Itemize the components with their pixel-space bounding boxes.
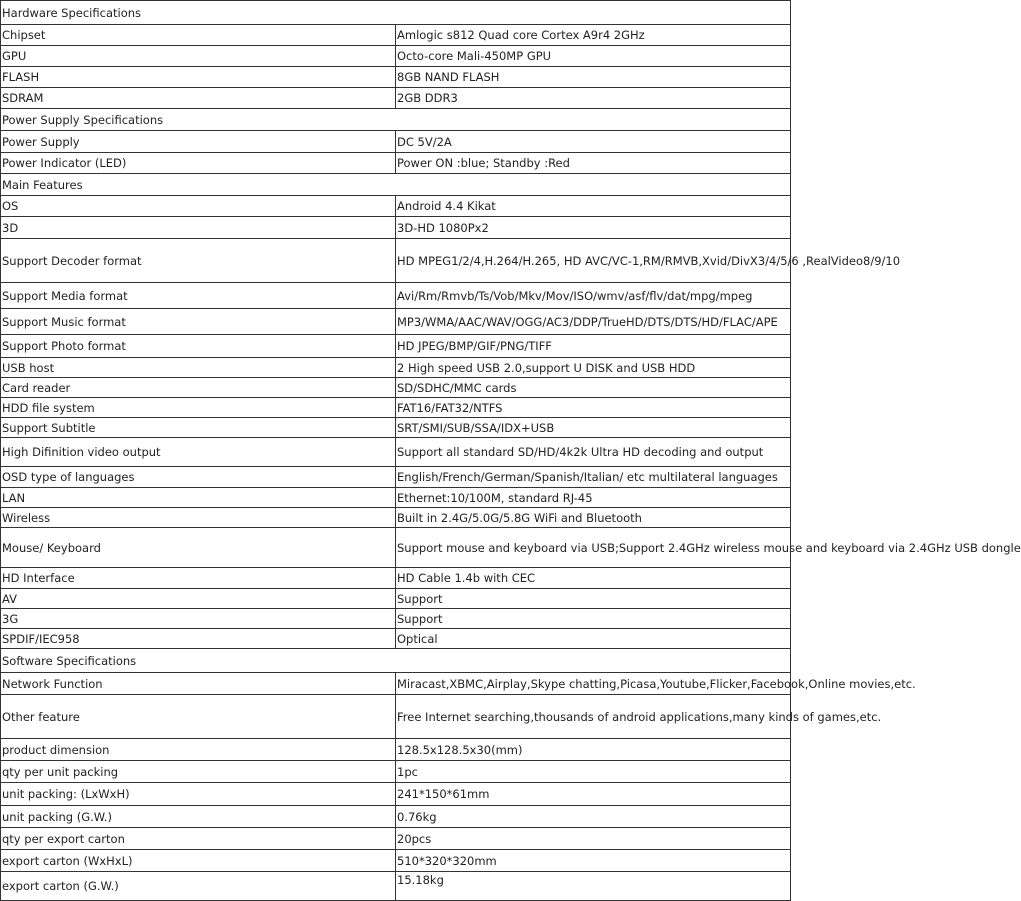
spec-value: Octo-core Mali-450MP GPU <box>396 46 791 67</box>
spec-value: Amlogic s812 Quad core Cortex A9r4 2GHz <box>396 25 791 46</box>
section-header-row <box>1 649 791 673</box>
table-row <box>1 609 791 629</box>
table-row <box>1 673 791 695</box>
spec-value: 241*150*61mm <box>396 783 791 806</box>
spec-value: DC 5V/2A <box>396 131 791 153</box>
table-row <box>1 398 791 418</box>
table-row <box>1 872 791 901</box>
spec-label: qty per export carton <box>1 828 396 850</box>
spec-label: Wireless <box>1 508 396 528</box>
spec-value: SRT/SMI/SUB/SSA/IDX+USB <box>396 418 791 438</box>
spec-label: USB host <box>1 358 396 378</box>
table-row <box>1 358 791 378</box>
table-row <box>1 217 791 239</box>
table-row <box>1 378 791 398</box>
table-row <box>1 283 791 309</box>
spec-label: 3D <box>1 217 396 239</box>
table-row <box>1 761 791 783</box>
section-title: Power Supply Specifications <box>1 109 791 131</box>
table-row <box>1 88 791 109</box>
spec-value: 20pcs <box>396 828 791 850</box>
spec-value: 128.5x128.5x30(mm) <box>396 739 791 761</box>
table-row <box>1 806 791 828</box>
spec-label: Support Subtitle <box>1 418 396 438</box>
spec-label: Chipset <box>1 25 396 46</box>
spec-value: Support <box>396 589 791 609</box>
table-row <box>1 335 791 358</box>
table-row <box>1 629 791 649</box>
table-row <box>1 783 791 806</box>
spec-value: Optical <box>396 629 791 649</box>
section-title: Software Specifications <box>1 649 791 673</box>
spec-label: Network Function <box>1 673 396 695</box>
table-row <box>1 695 791 739</box>
spec-value: HD Cable 1.4b with CEC <box>396 568 791 589</box>
spec-value: HD MPEG1/2/4,H.264/H.265, HD AVC/VC-1,RM/RMVB,Xvid/DivX3/4/5/6 ,RealVideo8/9/10 <box>396 239 791 283</box>
spec-label: OS <box>1 196 396 217</box>
section-title: Hardware Specifications <box>1 1 791 25</box>
spec-value: Free Internet searching,thousands of android applications,many kinds of games,etc. <box>396 695 791 739</box>
table-row <box>1 508 791 528</box>
spec-label: Power Supply <box>1 131 396 153</box>
spec-value: Ethernet:10/100M, standard RJ-45 <box>396 488 791 508</box>
table-row <box>1 467 791 488</box>
spec-label: High Difinition video output <box>1 438 396 467</box>
spec-value: 8GB NAND FLASH <box>396 67 791 88</box>
table-row <box>1 528 791 568</box>
spec-label: qty per unit packing <box>1 761 396 783</box>
spec-label: Power Indicator (LED) <box>1 153 396 174</box>
table-row <box>1 739 791 761</box>
spec-label: unit packing: (LxWxH) <box>1 783 396 806</box>
spec-value: Avi/Rm/Rmvb/Ts/Vob/Mkv/Mov/ISO/wmv/asf/flv/dat/mpg/mpeg <box>396 283 791 309</box>
spec-label: unit packing (G.W.) <box>1 806 396 828</box>
table-row <box>1 438 791 467</box>
section-header-row <box>1 109 791 131</box>
table-row <box>1 418 791 438</box>
spec-value: Built in 2.4G/5.0G/5.8G WiFi and Bluetooth <box>396 508 791 528</box>
section-title: Main Features <box>1 174 791 196</box>
spec-label: export carton (WxHxL) <box>1 850 396 872</box>
spec-label: product dimension <box>1 739 396 761</box>
table-row <box>1 196 791 217</box>
table-row <box>1 488 791 508</box>
spec-value: 3D-HD 1080Px2 <box>396 217 791 239</box>
table-row <box>1 46 791 67</box>
table-row <box>1 850 791 872</box>
spec-label: Card reader <box>1 378 396 398</box>
table-row <box>1 309 791 335</box>
spec-value: Support all standard SD/HD/4k2k Ultra HD decoding and output <box>396 438 791 467</box>
table-row <box>1 25 791 46</box>
spec-value: FAT16/FAT32/NTFS <box>396 398 791 418</box>
spec-value: Support mouse and keyboard via USB;Support 2.4GHz wireless mouse and keyboard via 2.4GHz USB dongle <box>396 528 791 568</box>
spec-label: GPU <box>1 46 396 67</box>
spec-label: Support Music format <box>1 309 396 335</box>
spec-label: HD Interface <box>1 568 396 589</box>
table-row <box>1 131 791 153</box>
spec-value: 0.76kg <box>396 806 791 828</box>
spec-label: SPDIF/IEC958 <box>1 629 396 649</box>
spec-value: HD JPEG/BMP/GIF/PNG/TIFF <box>396 335 791 358</box>
spec-value: 2 High speed USB 2.0,support U DISK and USB HDD <box>396 358 791 378</box>
spec-value: Android 4.4 Kikat <box>396 196 791 217</box>
spec-label: Support Photo format <box>1 335 396 358</box>
spec-value: MP3/WMA/AAC/WAV/OGG/AC3/DDP/TrueHD/DTS/DTS/HD/FLAC/APE <box>396 309 791 335</box>
spec-label: 3G <box>1 609 396 629</box>
spec-label: export carton (G.W.) <box>1 872 396 901</box>
spec-value: Miracast,XBMC,Airplay,Skype chatting,Picasa,Youtube,Flicker,Facebook,Online movies,etc. <box>396 673 791 695</box>
table-row <box>1 568 791 589</box>
table-row <box>1 239 791 283</box>
spec-value: 510*320*320mm <box>396 850 791 872</box>
table-row <box>1 153 791 174</box>
table-row <box>1 67 791 88</box>
spec-label: Support Media format <box>1 283 396 309</box>
spec-label: Support Decoder format <box>1 239 396 283</box>
spec-label: OSD type of languages <box>1 467 396 488</box>
spec-label: AV <box>1 589 396 609</box>
spec-value: Support <box>396 609 791 629</box>
spec-value: SD/SDHC/MMC cards <box>396 378 791 398</box>
table-row <box>1 589 791 609</box>
spec-value: 15.18kg <box>396 872 791 901</box>
spec-label: FLASH <box>1 67 396 88</box>
table-row <box>1 828 791 850</box>
spec-label: Other feature <box>1 695 396 739</box>
spec-label: Mouse/ Keyboard <box>1 528 396 568</box>
spec-label: SDRAM <box>1 88 396 109</box>
spec-label: HDD file system <box>1 398 396 418</box>
spec-value: 2GB DDR3 <box>396 88 791 109</box>
spec-value: 1pc <box>396 761 791 783</box>
section-header-row <box>1 174 791 196</box>
section-header-row <box>1 1 791 25</box>
spec-value: Power ON :blue; Standby :Red <box>396 153 791 174</box>
spec-label: LAN <box>1 488 396 508</box>
spec-value: English/French/German/Spanish/Italian/ etc multilateral languages <box>396 467 791 488</box>
